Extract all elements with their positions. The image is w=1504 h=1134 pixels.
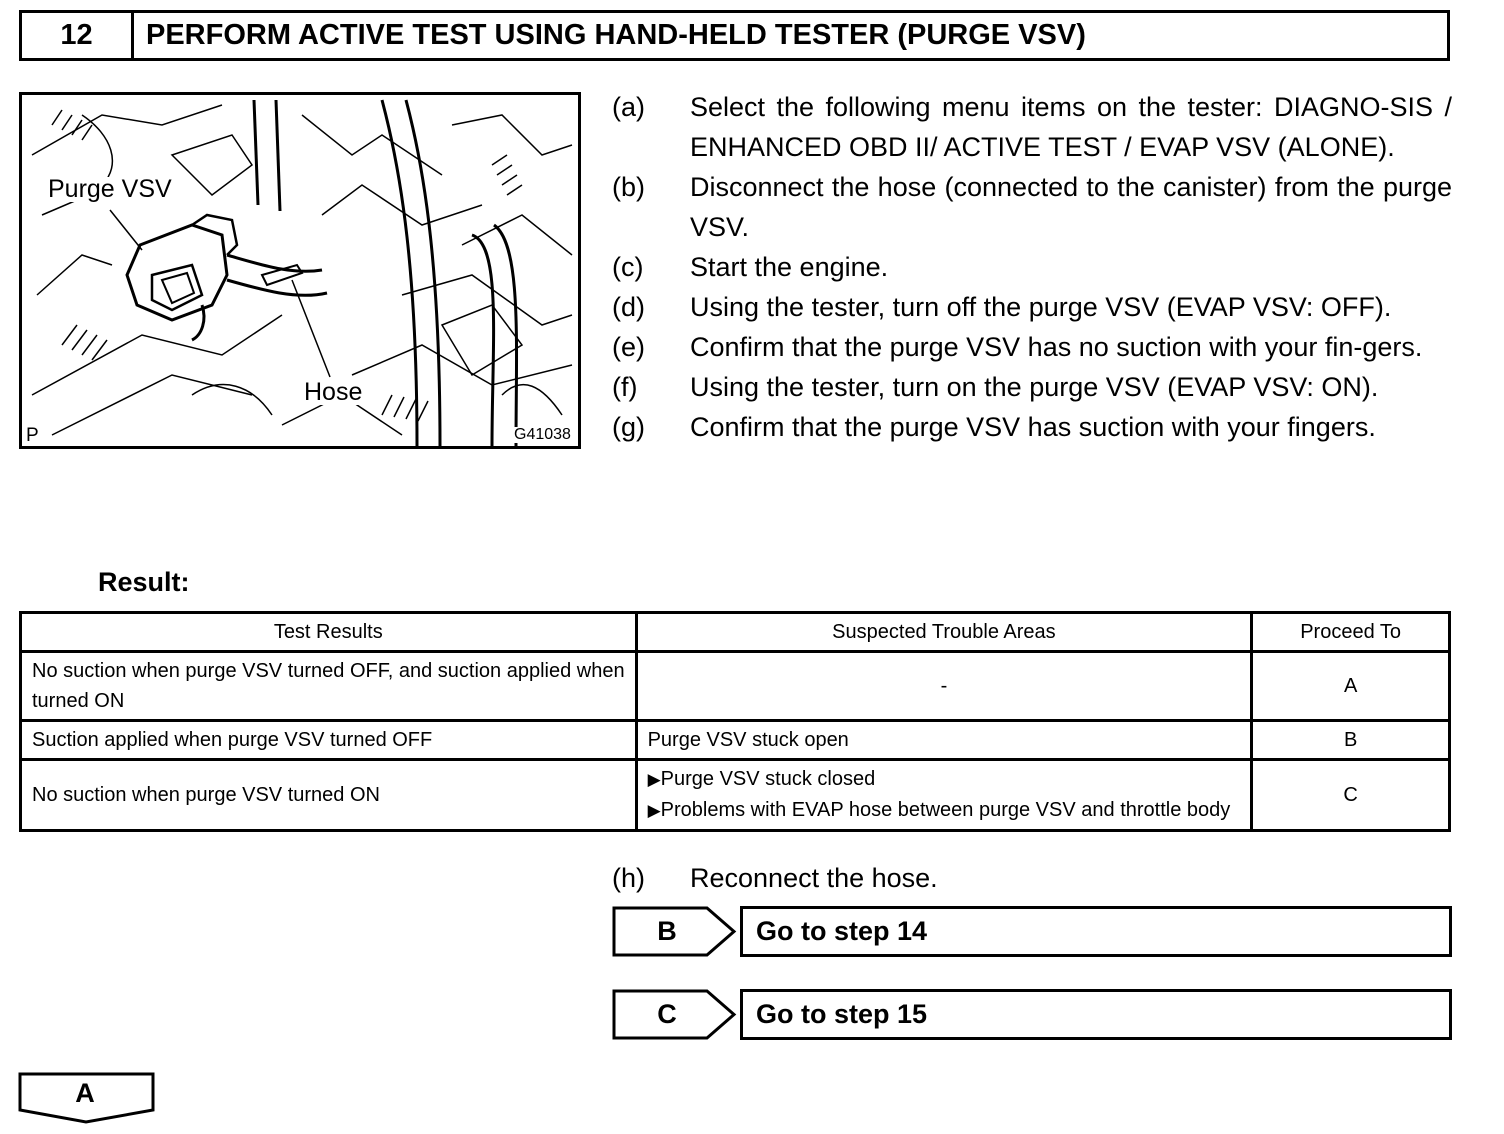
step-text: Confirm that the purge VSV has no suction with your fin-gers. <box>690 332 1423 362</box>
test-result-cell: No suction when purge VSV turned OFF, and suction applied when turned ON <box>21 652 637 721</box>
step-letter: (f) <box>612 372 638 402</box>
step-letter: (d) <box>612 292 645 322</box>
table-row <box>21 652 1450 721</box>
step-f <box>612 367 1452 407</box>
step-header <box>19 10 1450 61</box>
trouble-area-item <box>648 795 1241 826</box>
table-header-row <box>21 613 1450 652</box>
step-text: Disconnect the hose (connected to the canister) from the purge VSV. <box>690 172 1452 242</box>
trouble-area-item <box>648 764 1241 795</box>
step-letter: (g) <box>612 412 645 442</box>
step-e <box>612 327 1452 367</box>
step-a <box>612 87 1452 167</box>
branch-action: Go to step 15 <box>740 989 1452 1040</box>
proceed-cell: C <box>1252 760 1450 831</box>
step-text: Select the following menu items on the tester: DIAGNO-SIS / ENHANCED OBD II/ ACTIVE TEST / EVAP VSV (ALONE). <box>690 92 1452 162</box>
branch-action: Go to step 14 <box>740 906 1452 957</box>
engine-line-drawing <box>22 95 578 446</box>
branch-c-link[interactable] <box>612 989 1452 1040</box>
triangle-bullet-icon: ▶ <box>647 801 661 820</box>
trouble-area-text: Purge VSV stuck closed <box>660 768 876 790</box>
step-letter: (h) <box>612 863 645 893</box>
step-text: Start the engine. <box>690 252 889 282</box>
branch-code: B <box>657 916 677 946</box>
step-h <box>612 858 938 898</box>
column-header: Proceed To <box>1252 613 1450 652</box>
column-header: Test Results <box>21 613 637 652</box>
step-letter: (b) <box>612 172 645 202</box>
branch-a-link[interactable] <box>18 1072 156 1124</box>
step-text: Confirm that the purge VSV has suction with your fingers. <box>690 412 1376 442</box>
label-purge-vsv: Purge VSV <box>48 175 172 203</box>
result-heading: Result: <box>98 567 190 597</box>
branch-b-link[interactable] <box>612 906 1452 957</box>
procedure-steps <box>612 87 1452 447</box>
corner-mark: P <box>26 425 39 446</box>
table-row <box>21 721 1450 760</box>
step-b <box>612 167 1452 247</box>
step-title: PERFORM ACTIVE TEST USING HAND-HELD TESTER (PURGE VSV) <box>146 19 1086 51</box>
step-g <box>612 407 1452 447</box>
branch-code: A <box>75 1078 95 1108</box>
trouble-area-cell: - <box>636 652 1252 721</box>
branch-code: C <box>657 999 677 1029</box>
trouble-area-text: Problems with EVAP hose between purge VSV and throttle body <box>660 799 1231 821</box>
result-table <box>19 611 1451 832</box>
test-result-cell: Suction applied when purge VSV turned OFF <box>21 721 637 760</box>
test-result-cell: No suction when purge VSV turned ON <box>21 760 637 831</box>
column-header: Suspected Trouble Areas <box>636 613 1252 652</box>
triangle-bullet-icon: ▶ <box>647 770 661 789</box>
step-text: Reconnect the hose. <box>690 863 938 893</box>
step-text: Using the tester, turn on the purge VSV (EVAP VSV: ON). <box>690 372 1379 402</box>
step-number: 12 <box>22 13 134 58</box>
proceed-cell: A <box>1252 652 1450 721</box>
step-letter: (c) <box>612 252 644 282</box>
step-d <box>612 287 1452 327</box>
step-letter: (a) <box>612 92 645 122</box>
trouble-area-cell: Purge VSV stuck open <box>636 721 1252 760</box>
proceed-cell: B <box>1252 721 1450 760</box>
step-text: Using the tester, turn off the purge VSV (EVAP VSV: OFF). <box>690 292 1392 322</box>
label-hose: Hose <box>304 378 363 406</box>
table-row <box>21 760 1450 831</box>
step-c <box>612 247 1452 287</box>
trouble-area-cell <box>636 760 1252 831</box>
engine-illustration <box>19 92 581 449</box>
figure-id: G41038 <box>514 426 571 443</box>
step-letter: (e) <box>612 332 645 362</box>
